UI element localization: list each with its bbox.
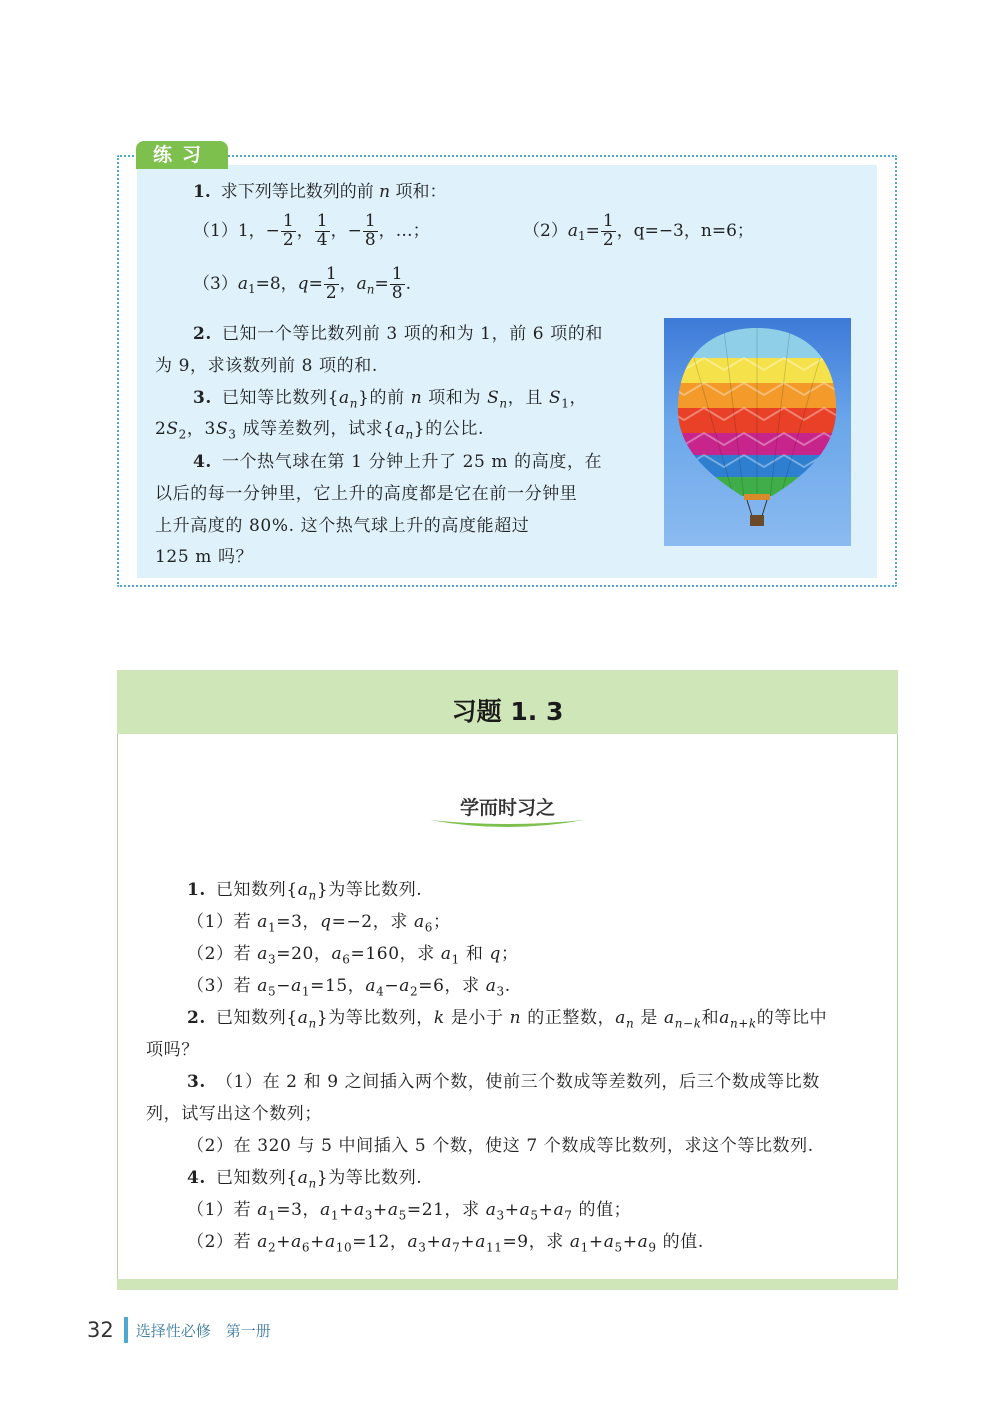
exercise-q3-line2: 列，试写出这个数列；: [146, 1104, 322, 1124]
practice-q1-part2: $(2)a_1=$ $\frac{1}{2}$ ，q=−3，n=6；: [523, 211, 754, 250]
practice-q2-line2: 为 9，求该数列前 8 项的和.: [155, 356, 378, 376]
page-number: 32: [87, 1318, 114, 1342]
exercise-title: 习题 1. 3: [117, 670, 898, 734]
exercise-subtitle: 学而时习之: [459, 797, 555, 819]
practice-tab: 练习: [136, 141, 228, 169]
exercise-q3-line1: 3. （1）在 2 和 9 之间插入两个数，使前三个数成等差数列，后三个数成等比数: [187, 1072, 820, 1092]
practice-q1-stem: 1. 求下列等比数列的前 n 项和：: [193, 182, 447, 202]
subtitle-underline-swoosh: [428, 814, 586, 832]
practice-q3-line1: 3. 已知等比数列$\{a_n\}$的前 n 项和为 $S_n$，且 $S_1$，: [193, 388, 588, 411]
exercise-q2-line2: 项吗？: [146, 1040, 199, 1060]
exercise-q2-line1: 2. 已知数列$\{a_n\}$为等比数列，k 是小于 n 的正整数，$a_n$ 是 $a_{n-k}$和$a_{n+k}$的等比中: [187, 1008, 828, 1031]
exercise-q4-part1: （1）若 $a_1=3$，$a_1+a_3+a_5=21$，求 $a_3+a_5+a_7$ 的值；: [187, 1200, 632, 1223]
page-footer: [87, 1316, 271, 1344]
exercise-q1-part1: （1）若 $a_1=3$，q=−2，求 $a_6$；: [187, 912, 451, 935]
exercise-q1-part2: （2）若 $a_3=20$，$a_6=160$，求 $a_1$ 和 q；: [187, 944, 519, 967]
practice-q4-line3: 上升高度的 80%. 这个热气球上升的高度能超过: [155, 516, 530, 536]
exercise-q4-part2: （2）若 $a_2+a_6+a_{10}=12$，$a_3+a_7+a_{11}=9$，求 $a_1+a_5+a_9$ 的值.: [187, 1232, 704, 1255]
practice-q1-part1: （1）1，− $\frac{1}{2}$ ， $\frac{1}{4}$ ，− $\frac{1}{8}$ ，…；: [193, 211, 430, 250]
exercise-q3-line3: （2）在 320 与 5 中间插入 5 个数，使这 7 个数成等比数列，求这个等比数列.: [187, 1136, 814, 1156]
exercise-q1-stem: 1. 已知数列$\{a_n\}$为等比数列.: [187, 880, 423, 903]
footer-divider: [124, 1317, 128, 1343]
exercise-q1-part3: （3）若 $a_5-a_1=15$，$a_4-a_2=6$，求 $a_3$.: [187, 976, 511, 999]
hot-air-balloon-photo: [664, 318, 851, 546]
exercise-q4-stem: 4. 已知数列$\{a_n\}$为等比数列.: [187, 1168, 423, 1191]
practice-q1-part3: $(3)a_1=8$，q= $\frac{1}{2}$ ，$a_n=$ $\frac{1}{8}$ .: [193, 264, 411, 303]
book-title: 选择性必修 第一册: [135, 1321, 271, 1340]
practice-q2-line1: 2. 已知一个等比数列前 3 项的和为 1，前 6 项的和: [193, 324, 604, 344]
practice-q4-line2: 以后的每一分钟里，它上升的高度都是它在前一分钟里: [155, 484, 578, 504]
practice-q3-line2: $2S_2$，$3S_3$ 成等差数列，试求$\{a_n\}$的公比.: [155, 419, 485, 442]
practice-q4-line1: 4. 一个热气球在第 1 分钟上升了 25 m 的高度，在: [193, 452, 603, 472]
exercise-bottom-bar: [117, 1279, 898, 1290]
practice-q4-line4: 125 m 吗？: [155, 547, 254, 567]
